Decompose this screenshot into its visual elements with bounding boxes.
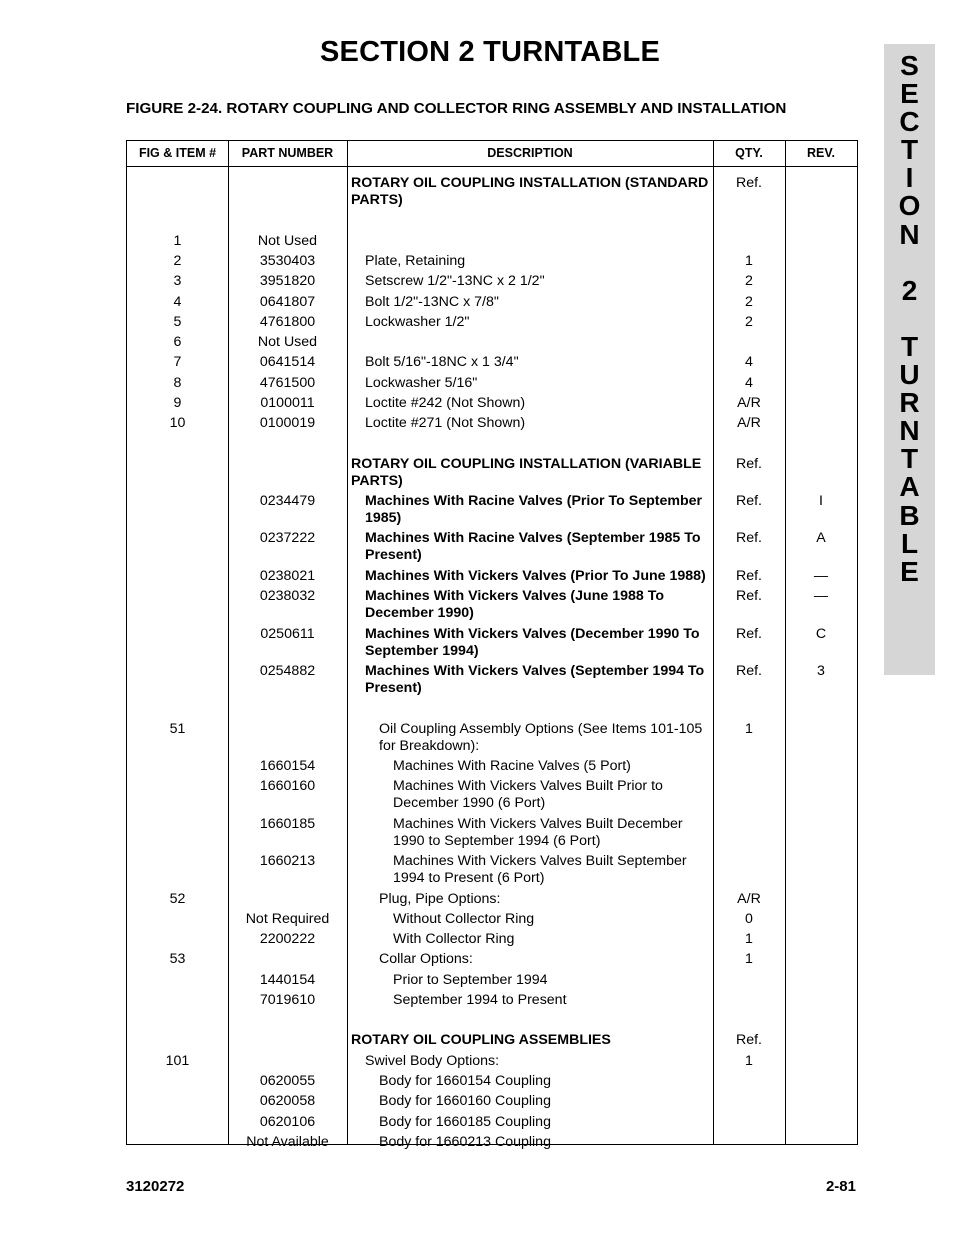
section-side-tab xyxy=(884,44,935,675)
part-number-cell: 1660160 xyxy=(259,778,316,794)
part-number-cell: 1660185 xyxy=(259,816,316,832)
description-cell: Oil Coupling Assembly Options (See Items 101-105 for Breakdown): xyxy=(379,721,703,754)
description-cell: Prior to September 1994 xyxy=(393,972,548,988)
description-cell: Machines With Vickers Valves Built September 1994 to Present (6 Port) xyxy=(393,853,687,886)
description-cell: Machines With Vickers Valves Built December 1990 to September 1994 (6 Port) xyxy=(393,816,683,849)
side-tab-letter: T xyxy=(900,443,919,475)
description-cell: Lockwasher 5/16" xyxy=(365,375,478,391)
description-cell: Bolt 5/16"-18NC x 1 3/4" xyxy=(365,354,519,370)
side-tab-letter: L xyxy=(900,527,919,559)
page-title: SECTION 2 TURNTABLE xyxy=(320,36,660,68)
description-cell: Without Collector Ring xyxy=(393,911,535,927)
side-tab-letter: 2 xyxy=(901,274,918,306)
qty-cell: 1 xyxy=(745,721,753,737)
description-cell: Machines With Vickers Valves (September 1994 To Present) xyxy=(365,663,705,696)
side-tab-letter: S xyxy=(900,50,919,81)
description-cell: Body for 1660160 Coupling xyxy=(379,1093,551,1109)
qty-cell: Ref. xyxy=(735,456,763,472)
qty-cell: A/R xyxy=(737,891,761,907)
side-tab-letter: O xyxy=(898,190,921,222)
description-cell: Machines With Racine Valves (Prior To September 1985) xyxy=(365,493,703,526)
description-cell: Machines With Vickers Valves (June 1988 To December 1990) xyxy=(365,588,664,621)
description-cell: Loctite #242 (Not Shown) xyxy=(365,395,526,411)
description-cell: Swivel Body Options: xyxy=(365,1053,500,1069)
part-number-cell: 0620106 xyxy=(259,1114,316,1130)
fig-item-cell: 8 xyxy=(173,375,182,391)
qty-cell: 1 xyxy=(745,1053,753,1069)
fig-item-cell: 101 xyxy=(165,1053,190,1069)
description-cell: ROTARY OIL COUPLING INSTALLATION (STANDARD PARTS) xyxy=(351,175,709,208)
header-qty: QTY. xyxy=(735,146,763,160)
qty-cell: 2 xyxy=(745,273,753,289)
document-number: 3120272 xyxy=(126,1178,185,1195)
part-number-cell: 0234479 xyxy=(259,493,316,509)
qty-cell: 4 xyxy=(745,354,753,370)
description-cell: Machines With Racine Valves (September 1985 To Present) xyxy=(365,530,701,563)
header-fig-item: FIG & ITEM # xyxy=(138,146,217,160)
side-tab-letter: A xyxy=(899,471,920,503)
side-tab-letter: B xyxy=(899,499,920,531)
qty-cell: A/R xyxy=(737,415,761,431)
qty-cell: 0 xyxy=(745,911,753,927)
part-number-cell: Not Used xyxy=(257,233,318,249)
description-cell: Loctite #271 (Not Shown) xyxy=(365,415,526,431)
part-number-cell: 1660154 xyxy=(259,758,316,774)
side-tab-letter: C xyxy=(899,106,920,138)
qty-cell: Ref. xyxy=(735,663,763,679)
qty-cell: 4 xyxy=(745,375,753,391)
qty-cell: Ref. xyxy=(735,493,763,509)
side-tab-letter xyxy=(884,249,935,277)
description-cell: ROTARY OIL COUPLING ASSEMBLIES xyxy=(351,1032,611,1048)
header-description: DESCRIPTION xyxy=(487,146,573,160)
part-number-cell: 0641807 xyxy=(259,294,316,310)
description-cell: Setscrew 1/2"-13NC x 2 1/2" xyxy=(365,273,545,289)
fig-item-cell: 10 xyxy=(169,415,186,431)
qty-cell: 1 xyxy=(745,253,753,269)
qty-cell: Ref. xyxy=(735,588,763,604)
fig-item-cell: 4 xyxy=(173,294,182,310)
part-number-cell: 0100019 xyxy=(259,415,316,431)
description-cell: Machines With Vickers Valves (December 1990 To September 1994) xyxy=(365,626,700,659)
qty-cell: 1 xyxy=(745,931,753,947)
part-number-cell: 0620055 xyxy=(259,1073,316,1089)
rev-cell: I xyxy=(819,493,823,509)
fig-item-cell: 53 xyxy=(169,951,186,967)
part-number-cell: Not Required xyxy=(245,911,330,927)
part-number-cell: 1440154 xyxy=(259,972,316,988)
qty-cell: Ref. xyxy=(735,568,763,584)
fig-item-cell: 7 xyxy=(173,354,182,370)
qty-cell: 2 xyxy=(745,294,753,310)
fig-item-cell: 52 xyxy=(169,891,186,907)
side-tab-letters xyxy=(884,52,935,586)
description-cell: Machines With Vickers Valves Built Prior to December 1990 (6 Port) xyxy=(393,778,663,811)
part-number-cell: 0250611 xyxy=(260,626,315,642)
side-tab-letter xyxy=(884,305,935,333)
rev-cell: — xyxy=(813,568,829,584)
qty-cell: 2 xyxy=(745,314,753,330)
side-tab-letter: E xyxy=(900,555,919,587)
description-cell: Lockwasher 1/2" xyxy=(365,314,470,330)
header-rev: REV. xyxy=(806,146,836,160)
qty-cell: A/R xyxy=(737,395,761,411)
part-number-cell: 3530403 xyxy=(259,253,316,269)
description-cell: ROTARY OIL COUPLING INSTALLATION (VARIABLE PARTS) xyxy=(351,456,702,489)
page-number: 2-81 xyxy=(825,1178,856,1195)
part-number-cell: 0100011 xyxy=(260,395,315,411)
part-number-cell: 0238032 xyxy=(259,588,316,604)
qty-cell: Ref. xyxy=(735,175,763,191)
part-number-cell: 7019610 xyxy=(259,992,316,1008)
description-cell: Bolt 1/2"-13NC x 7/8" xyxy=(365,294,499,310)
side-tab-letter: T xyxy=(900,330,919,362)
side-tab-letter: N xyxy=(899,218,920,250)
rev-cell: A xyxy=(816,530,826,546)
part-number-cell: 4761800 xyxy=(259,314,316,330)
part-number-cell: 0641514 xyxy=(259,354,316,370)
description-cell: Collar Options: xyxy=(379,951,473,967)
description-cell: Plate, Retaining xyxy=(365,253,466,269)
description-cell: Body for 1660185 Coupling xyxy=(379,1114,551,1130)
part-number-cell: 3951820 xyxy=(259,273,316,289)
figure-title: FIGURE 2-24. ROTARY COUPLING AND COLLECTOR RING ASSEMBLY AND INSTALLATION xyxy=(126,100,787,117)
side-tab-letter: T xyxy=(900,134,919,166)
part-number-cell: Not Available xyxy=(246,1134,329,1150)
rev-cell: C xyxy=(815,626,827,642)
description-cell: With Collector Ring xyxy=(393,931,515,947)
description-cell: September 1994 to Present xyxy=(393,992,567,1008)
parts-table xyxy=(126,140,858,1150)
fig-item-cell: 5 xyxy=(173,314,182,330)
fig-item-cell: 3 xyxy=(173,273,182,289)
fig-item-cell: 2 xyxy=(173,253,182,269)
part-number-cell: Not Used xyxy=(257,334,318,350)
fig-item-cell: 6 xyxy=(173,334,182,350)
side-tab-letter: N xyxy=(899,415,920,447)
rev-cell: — xyxy=(813,588,829,604)
fig-item-cell: 9 xyxy=(173,395,182,411)
description-cell: Plug, Pipe Options: xyxy=(379,891,501,907)
part-number-cell: 2200222 xyxy=(259,931,316,947)
header-divider xyxy=(127,166,857,167)
fig-item-cell: 1 xyxy=(173,233,182,249)
side-tab-letter: U xyxy=(899,359,920,391)
qty-cell: 1 xyxy=(745,951,753,967)
part-number-cell: 4761500 xyxy=(259,375,316,391)
qty-cell: Ref. xyxy=(735,530,763,546)
header-part-number: PART NUMBER xyxy=(241,146,334,160)
description-cell: Body for 1660154 Coupling xyxy=(379,1073,551,1089)
column-divider xyxy=(347,141,348,1144)
part-number-cell: 1660213 xyxy=(259,853,316,869)
side-tab-letter: I xyxy=(905,162,914,194)
qty-cell: Ref. xyxy=(735,1032,763,1048)
part-number-cell: 0254882 xyxy=(259,663,316,679)
rev-cell: 3 xyxy=(817,663,825,679)
description-cell: Machines With Racine Valves (5 Port) xyxy=(393,758,631,774)
part-number-cell: 0237222 xyxy=(259,530,316,546)
part-number-cell: 0238021 xyxy=(259,568,316,584)
description-cell: Body for 1660213 Coupling xyxy=(379,1134,551,1150)
part-number-cell: 0620058 xyxy=(259,1093,316,1109)
qty-cell: Ref. xyxy=(735,626,763,642)
description-cell: Machines With Vickers Valves (Prior To June 1988) xyxy=(365,568,706,584)
side-tab-letter: E xyxy=(900,78,919,110)
fig-item-cell: 51 xyxy=(169,721,186,737)
side-tab-letter: R xyxy=(899,387,920,419)
